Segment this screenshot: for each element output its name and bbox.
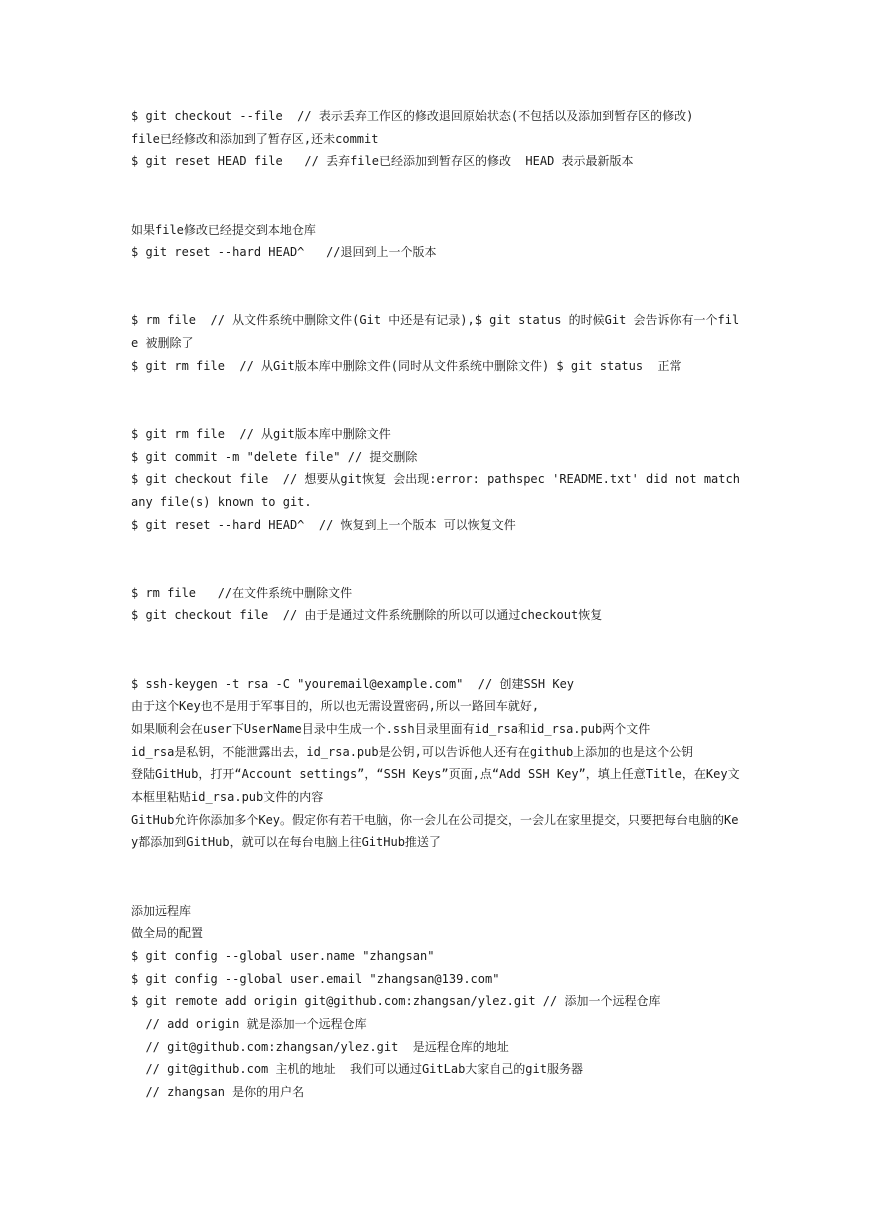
text-line: $ git config --global user.name "zhangsan"	[131, 948, 435, 963]
text-line: $ git remote add origin git@github.com:zhangsan/ylez.git // 添加一个远程仓库	[131, 994, 661, 1009]
text-line: 做全局的配置	[131, 926, 204, 941]
block-ssh-key	[131, 673, 741, 855]
text-line: $ git config --global user.email "zhangsan@139.com"	[131, 971, 500, 986]
text-line: 登陆GitHub，打开“Account settings”，“SSH Keys”页面,点“Add SSH Key”，填上任意Title，在Key文本框里粘贴id_rsa.pub文件的内容	[131, 767, 740, 805]
text-line: // zhangsan 是你的用户名	[131, 1085, 305, 1100]
text-line: $ rm file //在文件系统中删除文件	[131, 585, 353, 600]
paragraph-gap	[131, 377, 741, 422]
paragraph-gap	[131, 627, 741, 672]
text-line: $ git checkout file // 由于是通过文件系统删除的所以可以通过checkout恢复	[131, 608, 603, 623]
text-line: 如果file修改已经提交到本地仓库	[131, 222, 316, 237]
text-line: $ git checkout --file // 表示丢弃工作区的修改退回原始状态(不包括以及添加到暂存区的修改)	[131, 109, 694, 123]
text-line: 由于这个Key也不是用于军事目的，所以也无需设置密码,所以一路回车就好,	[131, 699, 540, 714]
text-line: file已经修改和添加到了暂存区,还未commit	[131, 131, 379, 146]
text-line: $ git reset --hard HEAD^ //退回到上一个版本	[131, 245, 437, 260]
text-line: // git@github.com 主机的地址 我们可以通过GitLab大家自己的git服务器	[131, 1062, 583, 1077]
text-line: $ rm file // 从文件系统中删除文件(Git 中还是有记录),$ git status 的时候Git 会告诉你有一个file 被删除了	[131, 313, 740, 350]
paragraph-gap	[131, 536, 741, 581]
paragraph-gap	[131, 854, 741, 899]
document-body	[131, 105, 748, 1104]
text-line: $ ssh-keygen -t rsa -C "youremail@example.com" // 创建SSH Key	[131, 676, 575, 691]
text-line: 如果顺利会在user下UserName目录中生成一个.ssh目录里面有id_rsa和id_rsa.pub两个文件	[131, 721, 651, 736]
text-line: // git@github.com:zhangsan/ylez.git 是远程仓库的地址	[131, 1039, 509, 1054]
text-line: $ git reset --hard HEAD^ // 恢复到上一个版本 可以恢复文件	[131, 517, 516, 532]
block-rm-restore	[131, 582, 741, 627]
text-line: // add origin 就是添加一个远程仓库	[131, 1017, 367, 1032]
paragraph-gap	[131, 264, 741, 309]
block-checkout-reset	[131, 105, 741, 173]
block-rm-file	[131, 309, 741, 377]
text-line: GitHub允许你添加多个Key。假定你有若干电脑，你一会儿在公司提交，一会儿在家里提交，只要把每台电脑的Key都添加到GitHub，就可以在每台电脑上往GitHub推送了	[131, 812, 739, 850]
text-line: $ git reset HEAD file // 丢弃file已经添加到暂存区的修改 HEAD 表示最新版本	[131, 154, 634, 169]
block-git-rm	[131, 423, 748, 537]
block-remote-repo	[131, 900, 741, 1104]
text-line: $ git rm file // 从git版本库中删除文件	[131, 426, 391, 441]
text-line: id_rsa是私钥，不能泄露出去，id_rsa.pub是公钥,可以告诉他人还有在github上添加的也是这个公钥	[131, 744, 694, 759]
text-line: $ git checkout file // 想要从git恢复 会出现:error: pathspec 'README.txt' did not match any file(s) known to git.	[131, 472, 748, 509]
text-line: $ git rm file // 从Git版本库中删除文件(同时从文件系统中删除文件) $ git status 正常	[131, 358, 682, 373]
block-reset-hard	[131, 219, 741, 264]
paragraph-gap	[131, 173, 741, 218]
text-line: 添加远程库	[131, 903, 192, 918]
text-line: $ git commit -m "delete file" // 提交删除	[131, 449, 418, 464]
